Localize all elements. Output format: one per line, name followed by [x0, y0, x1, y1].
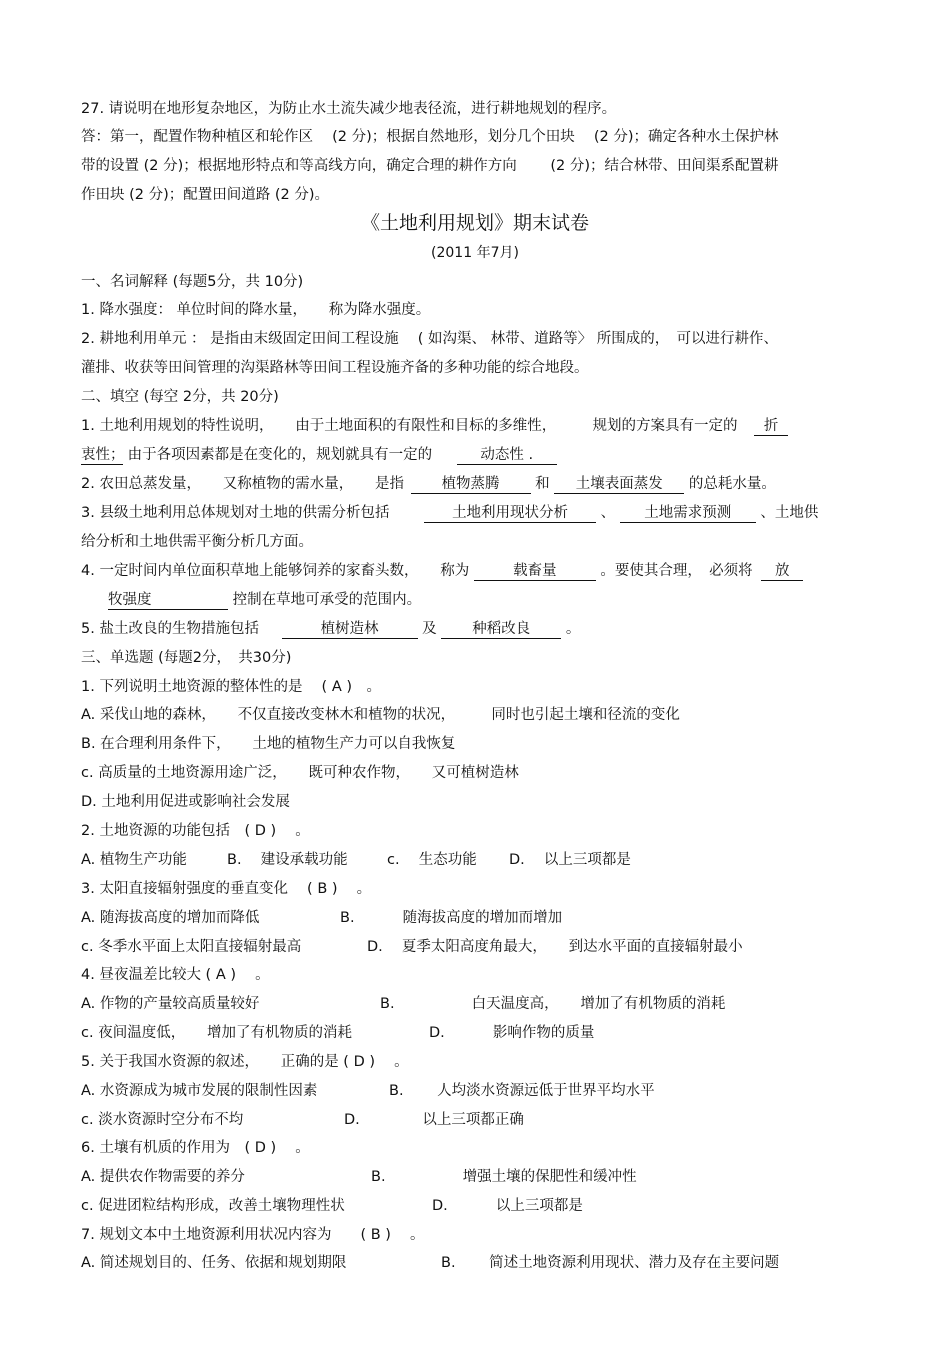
mc-7-options-ab — [81, 1253, 881, 1273]
mc-6-option-c: c. 促进团粒结构形成，改善土壤物理性状 — [81, 1198, 345, 1214]
fill-2 — [81, 474, 881, 494]
fill-4-answer-2b: 牧强度 — [108, 591, 228, 610]
mc-7-option-b: B. 简述土地资源利用现状、潜力及存在主要问题 — [441, 1255, 780, 1271]
mc-2-question: 2. 土地资源的功能包括 ( D ) 。 — [81, 823, 310, 839]
fill-1-answer-1a: 折 — [754, 417, 788, 436]
fill-3-answer-1: 土地利用现状分析 — [424, 504, 596, 523]
q27-question: 27. 请说明在地形复杂地区，为防止水土流失减少地表径流，进行耕地规划的程序。 — [81, 101, 617, 117]
fill-2-text-a: 2. 农田总蒸发量， 又称植物的需水量， 是指 — [81, 476, 404, 492]
mc-7-question: 7. 规划文本中土地资源利用状况内容为 ( B ) 。 — [81, 1227, 425, 1243]
mc-3-option-d: D. 夏季太阳高度角最大， 到达水平面的直接辐射最小 — [367, 939, 743, 955]
term-2-line-1: 2. 耕地利用单元 ： 是指由末级固定田间工程设施 ( 如沟渠、 林带、道路等〉 所围成的， 可以进行耕作、 — [81, 331, 779, 347]
fill-3-line-1 — [81, 503, 881, 523]
fill-3-sep: 、 — [600, 505, 616, 521]
fill-4-answer-2a: 放 — [761, 562, 803, 581]
mc-3-option-c: c. 冬季水平面上太阳直接辐射最高 — [81, 939, 302, 955]
q27-answer-line-3: 作田块 (2 分)；配置田间道路 (2 分)。 — [81, 187, 330, 203]
fill-3-line-2: 给分析和土地供需平衡分析几方面。 — [81, 534, 313, 550]
term-1: 1. 降水强度： 单位时间的降水量， 称为降水强度。 — [81, 302, 431, 318]
fill-2-text-b: 的总耗水量。 — [688, 476, 776, 492]
fill-4-text-c: 控制在草地可承受的范围内。 — [232, 592, 422, 608]
mc-6-options-ab — [81, 1167, 881, 1187]
exam-title: 《土地利用规划》期末试卷 — [360, 212, 589, 234]
fill-1-line-2 — [81, 445, 881, 465]
mc-1-option-c: c. 高质量的土地资源用途广泛， 既可种农作物， 又可植树造林 — [81, 765, 519, 781]
mc-4-option-b: B. 白天温度高， 增加了有机物质的消耗 — [380, 996, 726, 1012]
mc-2-option-a: A. 植物生产功能 — [81, 852, 187, 868]
mc-7-option-a: A. 简述规划目的、任务、依据和规划期限 — [81, 1255, 347, 1271]
fill-1-text-a: 1. 土地利用规划的特性说明， 由于土地面积的有限性和目标的多维性， 规划的方案具有一定的 — [81, 418, 738, 434]
fill-1-answer-2: 动态性 . — [457, 446, 557, 465]
mc-5-question: 5. 关于我国水资源的叙述， 正确的是 ( D ) 。 — [81, 1054, 409, 1070]
fill-1-line-1 — [81, 416, 881, 436]
mc-3-options-ab — [81, 908, 881, 928]
mc-4-options-cd — [81, 1023, 881, 1043]
fill-2-answer-1: 植物蒸腾 — [411, 475, 531, 494]
fill-4-text-b: 。要使其合理， 必须将 — [600, 563, 753, 579]
fill-4-text-a: 4. 一定时间内单位面积草地上能够饲养的家畜头数， 称为 — [81, 563, 470, 579]
fill-1-answer-1b: 衷性； — [81, 447, 125, 463]
mc-5-option-b: B. 人均淡水资源远低于世界平均水平 — [389, 1083, 655, 1099]
fill-2-answer-2: 土壤表面蒸发 — [554, 475, 684, 494]
mc-3-option-b: B. 随海拔高度的增加而增加 — [340, 910, 563, 926]
section3-heading: 三、单选题 (每题2分， 共30分) — [81, 650, 292, 666]
mc-1-question: 1. 下列说明土地资源的整体性的是 ( A ) 。 — [81, 679, 382, 695]
mc-2-option-c: c. 生态功能 — [387, 852, 477, 868]
fill-5-and: 及 — [422, 621, 437, 637]
mc-4-option-c: c. 夜间温度低， 增加了有机物质的消耗 — [81, 1025, 352, 1041]
fill-2-and: 和 — [535, 476, 550, 492]
mc-6-options-cd — [81, 1196, 881, 1216]
exam-date: (2011 年7月) — [431, 245, 519, 261]
term-2-line-2: 灌排、收获等田间管理的沟渠路林等田间工程设施齐备的多种功能的综合地段。 — [81, 360, 589, 376]
fill-3-text-a: 3. 县级土地利用总体规划对土地的供需分析包括 — [81, 505, 390, 521]
mc-6-option-d: D. 以上三项都是 — [432, 1198, 583, 1214]
fill-5-end: 。 — [565, 621, 581, 637]
mc-1-option-d: D. 土地利用促进或影响社会发展 — [81, 794, 290, 810]
fill-4-line-2 — [81, 590, 881, 610]
mc-6-option-b: B. 增强土壤的保肥性和缓冲性 — [371, 1169, 637, 1185]
mc-1-option-b: B. 在合理利用条件下， 土地的植物生产力可以自我恢复 — [81, 736, 456, 752]
mc-5-option-c: c. 淡水资源时空分布不均 — [81, 1112, 244, 1128]
mc-5-options-cd — [81, 1110, 881, 1130]
mc-2-options — [81, 850, 881, 870]
fill-4-answer-1: 载畜量 — [474, 562, 596, 581]
section1-heading: 一、名词解释 (每题5分，共 10分) — [81, 274, 304, 290]
mc-4-option-d: D. 影响作物的质量 — [429, 1025, 595, 1041]
fill-1-text-b: 由于各项因素都是在变化的，规划就具有一定的 — [127, 447, 433, 463]
fill-5 — [81, 619, 881, 639]
mc-1-option-a: A. 采伐山地的森林， 不仅直接改变林木和植物的状况， 同时也引起土壤和径流的变化 — [81, 707, 680, 723]
mc-5-option-a: A. 水资源成为城市发展的限制性因素 — [81, 1083, 318, 1099]
fill-3-answer-2: 土地需求预测 — [620, 504, 756, 523]
mc-4-question: 4. 昼夜温差比较大 ( A ) 。 — [81, 967, 270, 983]
mc-2-option-b: B. 建设承载功能 — [227, 852, 348, 868]
section2-heading: 二、填空 (每空 2分，共 20分) — [81, 389, 279, 405]
mc-2-option-d: D. 以上三项都是 — [509, 852, 631, 868]
mc-4-options-ab — [81, 994, 881, 1014]
mc-3-option-a: A. 随海拔高度的增加而降低 — [81, 910, 260, 926]
q27-answer-line-1: 答：第一，配置作物种植区和轮作区 (2 分)；根据自然地形，划分几个田块 (2 分)；确定各种水土保护林 — [81, 129, 779, 145]
fill-3-text-b: 、土地供 — [760, 505, 819, 521]
mc-3-options-cd — [81, 937, 881, 957]
fill-5-text-a: 5. 盐土改良的生物措施包括 — [81, 621, 259, 637]
q27-answer-line-2: 带的设置 (2 分)；根据地形特点和等高线方向，确定合理的耕作方向 (2 分)；结合林带、田间渠系配置耕 — [81, 158, 779, 174]
mc-4-option-a: A. 作物的产量较高质量较好 — [81, 996, 260, 1012]
fill-5-answer-2: 种稻改良 — [441, 620, 561, 639]
mc-6-question: 6. 土壤有机质的作用为 ( D ) 。 — [81, 1140, 310, 1156]
mc-6-option-a: A. 提供农作物需要的养分 — [81, 1169, 245, 1185]
fill-4-line-1 — [81, 561, 881, 581]
fill-5-answer-1: 植树造林 — [282, 620, 418, 639]
mc-3-question: 3. 太阳直接辐射强度的垂直变化 ( B ) 。 — [81, 881, 372, 897]
mc-5-options-ab — [81, 1081, 881, 1101]
mc-5-option-d: D. 以上三项都正确 — [344, 1112, 524, 1128]
